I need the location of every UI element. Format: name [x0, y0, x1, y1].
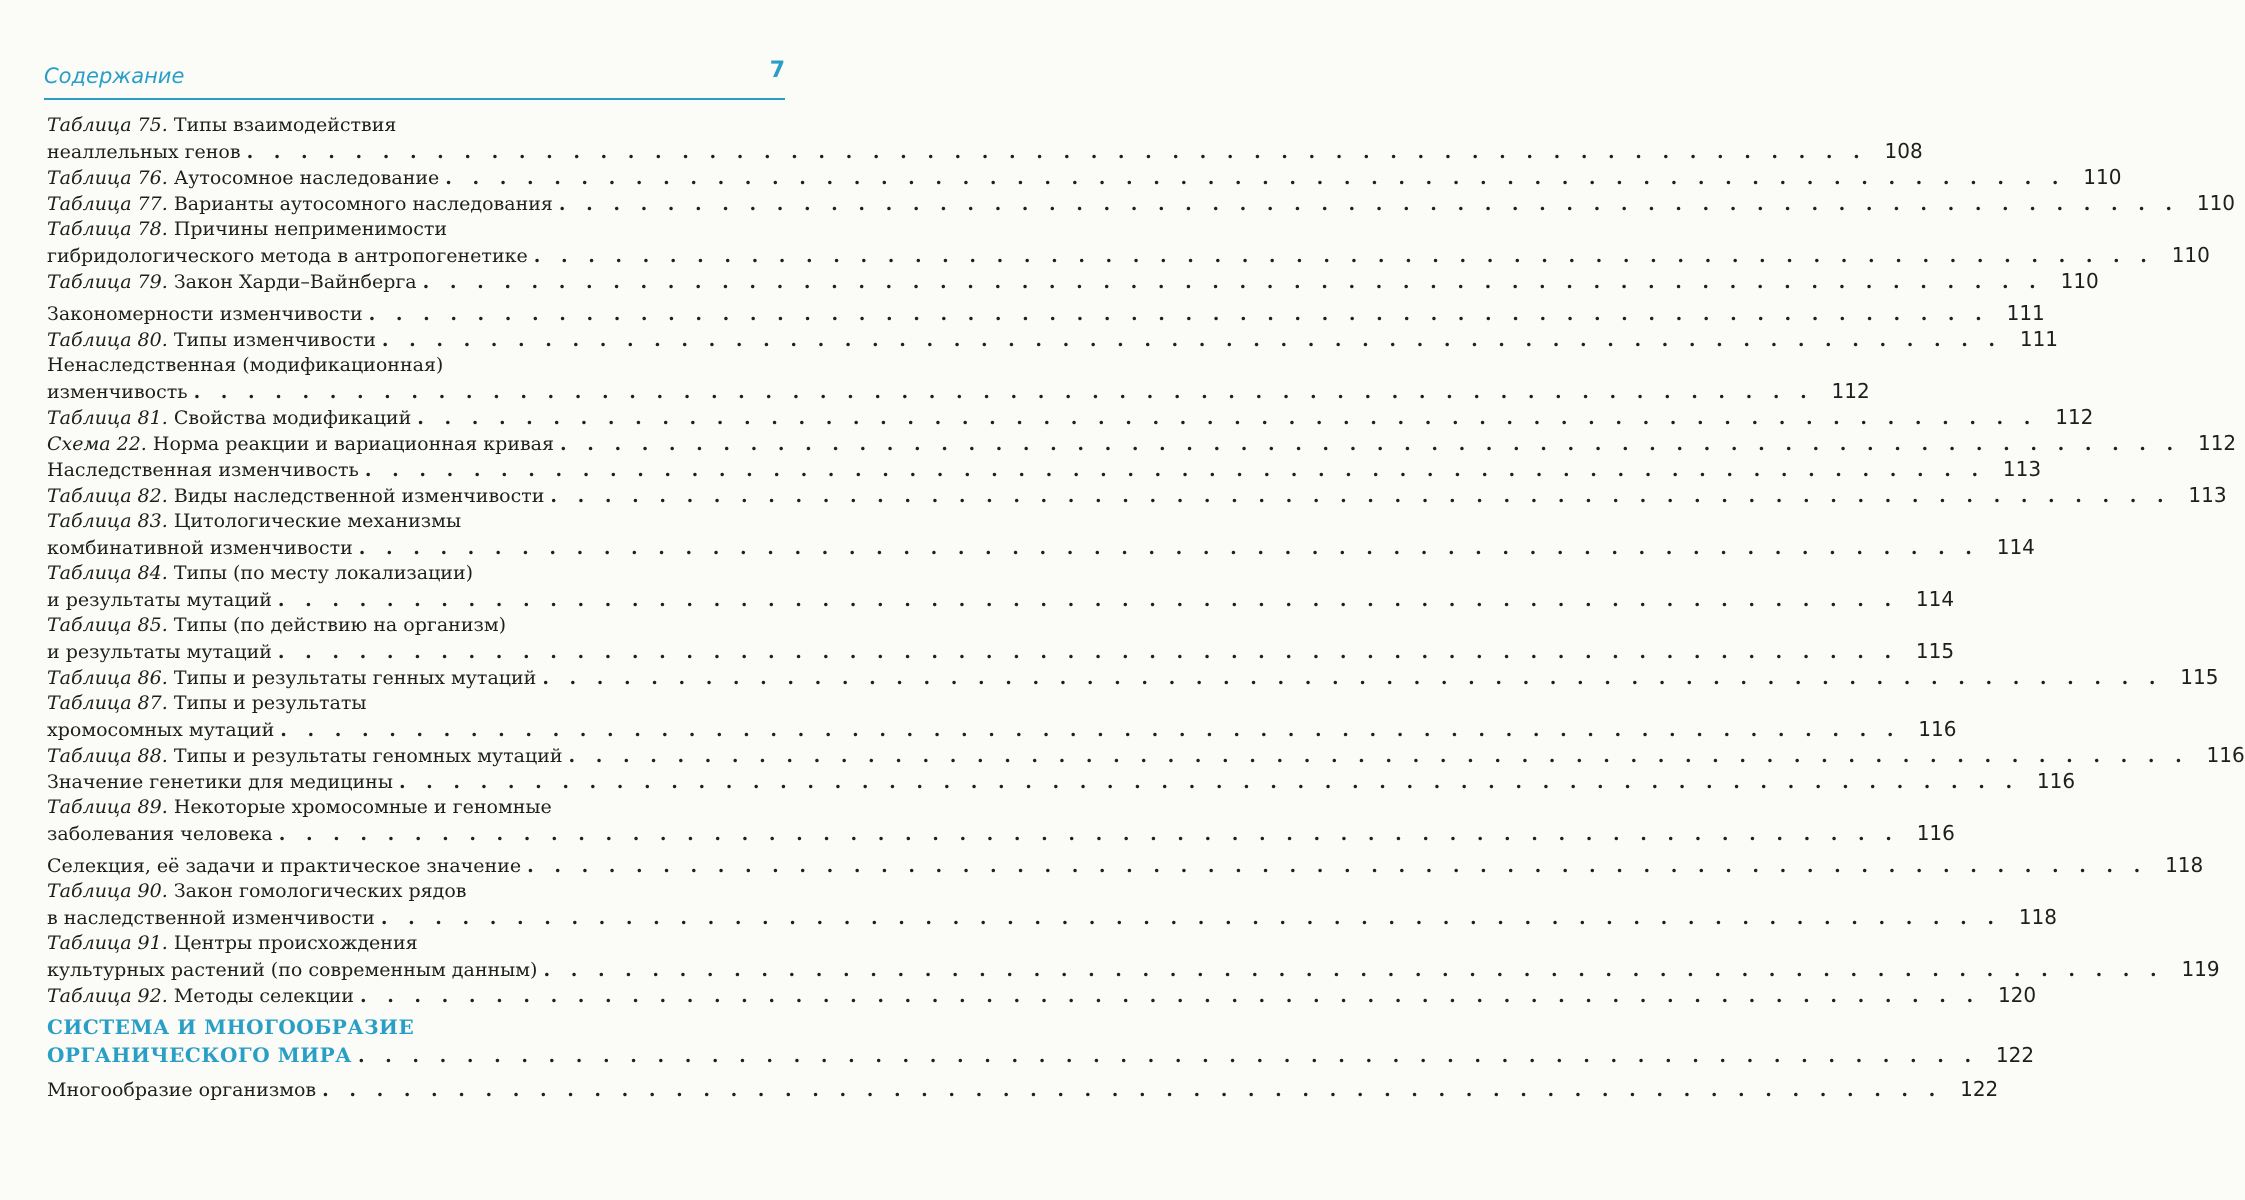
toc-page-number: 122 — [1960, 1077, 1999, 1101]
toc-entry-label: Таблица 92. — [47, 985, 168, 1007]
toc-entry[interactable] — [47, 690, 1957, 742]
toc-entry-title: Многообразие организмов — [47, 1079, 317, 1101]
toc-entry[interactable] — [47, 508, 2035, 560]
dot-leader: . . . . . . . . . . . . . . . . . . . . . . . . . . . . . . . . . . . . . . . . . . . . . . . . . . . . . . . . . . . . — [359, 985, 1981, 1007]
toc-entry-title: Типы (по действию на организм) — [173, 614, 507, 636]
toc-line-text — [47, 878, 466, 904]
toc-line-text — [47, 560, 473, 586]
toc-entry-title: в наследственной изменчивости — [47, 907, 375, 929]
toc-line — [47, 534, 2035, 560]
toc-line — [47, 930, 785, 956]
toc-page-number: 110 — [2196, 191, 2236, 215]
toc-entry-title: Типы и результаты геномных мутаций — [173, 745, 563, 767]
toc-line — [47, 586, 1955, 612]
toc-entry-title: Типы и результаты генных мутаций — [173, 667, 537, 689]
toc-line-text — [47, 165, 439, 191]
toc-line — [47, 716, 1957, 742]
toc-entry-title: Ненаследственная (модификационная) — [47, 354, 444, 376]
dot-leader: . . . . . . . . . . . . . . . . . . . . . . . . . . . . . . . . . . . . . . . . . . . . . . . . . . . . . . . . . . . . — [357, 1045, 1979, 1067]
toc-entry-title: Типы и результаты — [173, 692, 367, 714]
toc-page-number: 114 — [1915, 587, 1955, 611]
toc-entry[interactable] — [47, 664, 2219, 690]
toc-line — [47, 794, 785, 820]
toc-line-text — [47, 1014, 414, 1040]
toc-entry-title: Методы селекции — [173, 985, 354, 1007]
toc-page-number: 120 — [1997, 983, 2037, 1007]
toc-entry-label: Таблица 87. — [47, 692, 168, 714]
toc-entry[interactable] — [47, 112, 1923, 164]
toc-line-text — [47, 639, 272, 665]
toc-page-number: 116 — [2206, 743, 2245, 767]
dot-leader: . . . . . . . . . . . . . . . . . . . . . . . . . . . . . . . . . . . . . . . . . . . . . . . . . . . . . . . . . . . . — [558, 193, 2180, 215]
toc-entry-label: Таблица 86. — [47, 667, 168, 689]
toc-line-text — [47, 269, 417, 295]
toc-entry[interactable] — [47, 326, 2059, 352]
toc-line-text — [47, 112, 396, 138]
toc-entry[interactable] — [47, 930, 2220, 982]
toc-line-text — [47, 743, 563, 769]
dot-leader: . . . . . . . . . . . . . . . . . . . . . . . . . . . . . . . . . . . . . . . . . . . . . . . . . . . . . . . . . . . . — [246, 141, 1867, 163]
dot-leader: . . . . . . . . . . . . . . . . . . . . . . . . . . . . . . . . . . . . . . . . . . . . . . . . . . . . . . . . . . . . — [417, 407, 2038, 429]
toc-entry[interactable] — [47, 982, 2037, 1008]
dot-leader: . . . . . . . . . . . . . . . . . . . . . . . . . . . . . . . . . . . . . . . . . . . . . . . . . . . . . . . . . . . . — [277, 641, 1899, 663]
toc-line — [47, 1076, 1999, 1102]
toc-line-text — [47, 769, 393, 795]
toc-page-number: 110 — [2083, 165, 2122, 189]
toc-entry[interactable] — [47, 352, 1870, 404]
toc-line-text — [47, 301, 363, 327]
toc-line — [47, 560, 785, 586]
dot-leader: . . . . . . . . . . . . . . . . . . . . . . . . . . . . . . . . . . . . . . . . . . . . . . . . . . . . . . . . . . . . — [277, 589, 1899, 611]
toc-entry[interactable] — [47, 560, 1955, 612]
dot-leader: . . . . . . . . . . . . . . . . . . . . . . . . . . . . . . . . . . . . . . . . . . . . . . . . . . . . . . . . . . . . — [193, 381, 1814, 403]
toc-entry-title: заболевания человека — [47, 823, 273, 845]
toc-entry-title: Закон гомологических рядов — [173, 880, 467, 902]
toc-entry[interactable] — [47, 164, 2122, 190]
toc-page-number: 118 — [2165, 853, 2204, 877]
toc-section-entry[interactable] — [47, 300, 2045, 326]
toc-entry[interactable] — [47, 878, 2057, 930]
toc-line — [47, 820, 1955, 846]
toc-entry[interactable] — [47, 768, 2076, 794]
toc-entry[interactable] — [47, 268, 2099, 294]
toc-line — [47, 112, 785, 138]
toc-entry-title: Норма реакции и вариационная кривая — [152, 433, 554, 455]
toc-page-number: 113 — [2002, 457, 2042, 481]
page-number: 7 — [769, 58, 785, 83]
toc-page-number: 111 — [2019, 327, 2059, 351]
toc-entry[interactable] — [47, 456, 2042, 482]
toc-line — [47, 664, 2219, 690]
toc-entry[interactable] — [47, 612, 1955, 664]
toc-line-text — [47, 794, 552, 820]
toc-entry-title: Варианты аутосомного наследования — [173, 193, 553, 215]
dot-leader: . . . . . . . . . . . . . . . . . . . . . . . . . . . . . . . . . . . . . . . . . . . . . . . . . . . . . . . . . . . . — [381, 329, 2003, 351]
toc-entry-title: Аутосомное наследование — [173, 167, 440, 189]
toc-line-text — [47, 535, 353, 561]
toc-line-text — [47, 717, 274, 743]
toc-line — [47, 612, 785, 638]
toc-entry-title: Причины неприменимости — [173, 218, 448, 240]
toc-line-text — [47, 431, 554, 457]
dot-leader: . . . . . . . . . . . . . . . . . . . . . . . . . . . . . . . . . . . . . . . . . . . . . . . . . . . . . . . . . . . . — [280, 719, 1901, 741]
dot-leader: . . . . . . . . . . . . . . . . . . . . . . . . . . . . . . . . . . . . . . . . . . . . . . . . . . . . . . . . . . . . — [380, 907, 2001, 929]
toc-line — [47, 690, 785, 716]
toc-page-number: 118 — [2018, 905, 2057, 929]
toc-line — [47, 1042, 2035, 1070]
dot-leader: . . . . . . . . . . . . . . . . . . . . . . . . . . . . . . . . . . . . . . . . . . . . . . . . . . . . . . . . . . . . — [533, 245, 2154, 267]
toc-line-text — [47, 690, 367, 716]
toc-page-number: 110 — [2060, 269, 2099, 293]
toc-page-number: 112 — [2197, 431, 2237, 455]
toc-page-number: 119 — [2181, 957, 2220, 981]
toc-entry-label: Таблица 80. — [47, 329, 168, 351]
dot-leader: . . . . . . . . . . . . . . . . . . . . . . . . . . . . . . . . . . . . . . . . . . . . . . . . . . . . . . . . . . . . — [368, 303, 1989, 325]
toc-entry-title: СИСТЕМА И МНОГООБРАЗИЕ — [47, 1015, 415, 1039]
toc-line-text — [47, 508, 461, 534]
dot-leader: . . . . . . . . . . . . . . . . . . . . . . . . . . . . . . . . . . . . . . . . . . . . . . . . . . . . . . . . . . . . — [398, 771, 2020, 793]
toc-line — [47, 378, 1870, 404]
toc-page-number: 112 — [1831, 379, 1870, 403]
toc-entry-title: неаллельных генов — [47, 141, 241, 163]
toc-line — [47, 852, 2204, 878]
toc-section-entry[interactable] — [47, 852, 2204, 878]
toc-line — [47, 242, 2210, 268]
toc-entry-label: Таблица 77. — [47, 193, 168, 215]
toc-line-text — [47, 853, 521, 879]
toc-line — [47, 742, 2245, 768]
toc-line-text — [47, 352, 443, 378]
toc-line — [47, 482, 2227, 508]
toc-line — [47, 138, 1923, 164]
toc-entry[interactable] — [47, 482, 2227, 508]
toc-entry-title: Значение генетики для медицины — [47, 771, 393, 793]
dot-leader: . . . . . . . . . . . . . . . . . . . . . . . . . . . . . . . . . . . . . . . . . . . . . . . . . . . . . . . . . . . . — [568, 745, 2189, 767]
toc-line — [47, 1014, 785, 1042]
toc-entry-title: Закономерности изменчивости — [47, 303, 363, 325]
toc-entry-title: и результаты мутаций — [47, 589, 272, 611]
toc-entry-title: культурных растений (по современным данным) — [47, 959, 538, 981]
toc-entry-label: Таблица 90. — [47, 880, 168, 902]
toc-page-number: 111 — [2006, 301, 2045, 325]
toc-entry-title: хромосомных мутаций — [47, 719, 275, 741]
toc-entry-title: гибридологического метода в антропогенетике — [47, 245, 528, 267]
toc-entry-label: Таблица 82. — [47, 485, 168, 507]
toc-entry-label: Таблица 76. — [47, 167, 168, 189]
toc-line-text — [47, 379, 188, 405]
toc-page-number: 116 — [1918, 717, 1957, 741]
dot-leader: . . . . . . . . . . . . . . . . . . . . . . . . . . . . . . . . . . . . . . . . . . . . . . . . . . . . . . . . . . . . — [543, 959, 2164, 981]
dot-leader: . . . . . . . . . . . . . . . . . . . . . . . . . . . . . . . . . . . . . . . . . . . . . . . . . . . . . . . . . . . . — [278, 823, 1899, 845]
toc-line — [47, 904, 2057, 930]
toc-line — [47, 164, 2122, 190]
toc-line-text — [47, 930, 418, 956]
dot-leader: . . . . . . . . . . . . . . . . . . . . . . . . . . . . . . . . . . . . . . . . . . . . . . . . . . . . . . . . . . . . — [560, 433, 2181, 455]
toc-page-number: 116 — [1916, 821, 1955, 845]
toc-page-number: 114 — [1996, 535, 2035, 559]
toc-entry-title: Виды наследственной изменчивости — [173, 485, 545, 507]
toc-page-number: 108 — [1884, 139, 1923, 163]
toc-line-text — [47, 327, 376, 353]
toc-line-text — [47, 483, 544, 509]
dot-leader: . . . . . . . . . . . . . . . . . . . . . . . . . . . . . . . . . . . . . . . . . . . . . . . . . . . . . . . . . . . . — [550, 485, 2171, 507]
toc-entry[interactable] — [47, 794, 1955, 846]
toc-line-text — [47, 139, 241, 165]
toc-line-text — [47, 405, 411, 431]
dot-leader: . . . . . . . . . . . . . . . . . . . . . . . . . . . . . . . . . . . . . . . . . . . . . . . . . . . . . . . . . . . . — [322, 1079, 1943, 1101]
toc-entry-title: Типы взаимодействия — [173, 114, 397, 136]
toc-entry-title: Цитологические механизмы — [173, 510, 462, 532]
toc-entry-label: Таблица 75. — [47, 114, 168, 136]
toc-line — [47, 300, 2045, 326]
toc-section-entry[interactable] — [47, 1076, 1999, 1102]
toc-line-text — [47, 983, 354, 1009]
toc-entry-label: Таблица 79. — [47, 271, 168, 293]
toc-line-text — [47, 1077, 316, 1103]
toc-line-text — [47, 905, 375, 931]
toc-entry-title: Центры происхождения — [173, 932, 418, 954]
toc-entry[interactable] — [47, 404, 2094, 430]
toc-entry-title: Типы (по месту локализации) — [173, 562, 474, 584]
toc-page-number: 110 — [2171, 243, 2210, 267]
toc-entry-title: Закон Харди–Вайнберга — [173, 271, 417, 293]
toc-page-number: 116 — [2036, 769, 2076, 793]
dot-leader: . . . . . . . . . . . . . . . . . . . . . . . . . . . . . . . . . . . . . . . . . . . . . . . . . . . . . . . . . . . . — [358, 537, 1979, 559]
toc-page-number: 112 — [2055, 405, 2094, 429]
toc-line — [47, 190, 2236, 216]
toc-page-number: 115 — [1915, 639, 1955, 663]
dot-leader: . . . . . . . . . . . . . . . . . . . . . . . . . . . . . . . . . . . . . . . . . . . . . . . . . . . . . . . . . . . . — [422, 271, 2043, 293]
toc-line — [47, 768, 2076, 794]
toc-line-text — [47, 665, 536, 691]
toc-entry-label: Таблица 85. — [47, 614, 168, 636]
toc-line-text — [47, 587, 272, 613]
toc-line-text — [47, 957, 537, 983]
toc-entry[interactable] — [47, 216, 2210, 268]
toc-line-text — [47, 191, 553, 217]
toc-entry-label: Таблица 91. — [47, 932, 168, 954]
toc-entry-title: Наследственная изменчивость — [47, 459, 359, 481]
toc-entry-title: и результаты мутаций — [47, 641, 272, 663]
toc-line — [47, 352, 785, 378]
toc-line — [47, 878, 785, 904]
toc-line-text — [47, 821, 273, 847]
toc-entry-label: Таблица 81. — [47, 407, 168, 429]
toc-line — [47, 268, 2099, 294]
toc-line — [47, 638, 1955, 664]
toc-line — [47, 508, 785, 534]
toc-page-number: 115 — [2180, 665, 2219, 689]
toc-entry-title: Селекция, её задачи и практическое значение — [47, 855, 522, 877]
toc-entry-title: Типы изменчивости — [173, 329, 376, 351]
toc-entry[interactable] — [47, 190, 2236, 216]
toc-entry-title: изменчивость — [47, 381, 188, 403]
dot-leader: . . . . . . . . . . . . . . . . . . . . . . . . . . . . . . . . . . . . . . . . . . . . . . . . . . . . . . . . . . . . — [542, 667, 2163, 689]
toc-line-text — [47, 216, 447, 242]
toc-line — [47, 982, 2037, 1008]
toc-entry-label: Таблица 89. — [47, 796, 168, 818]
header-title: Содержание — [44, 64, 185, 88]
toc-entry-label: Таблица 88. — [47, 745, 168, 767]
toc-entry-title: комбинативной изменчивости — [47, 537, 353, 559]
running-header — [44, 60, 785, 100]
toc-line — [47, 404, 2094, 430]
toc-line — [47, 456, 2042, 482]
toc-entry[interactable] — [47, 742, 2245, 768]
toc-line-text — [47, 243, 528, 269]
toc-line — [47, 430, 2237, 456]
toc-line — [47, 326, 2059, 352]
dot-leader: . . . . . . . . . . . . . . . . . . . . . . . . . . . . . . . . . . . . . . . . . . . . . . . . . . . . . . . . . . . . — [364, 459, 1986, 481]
toc-entry-title: ОРГАНИЧЕСКОГО МИРА — [47, 1043, 352, 1067]
toc-entry-label: Таблица 84. — [47, 562, 168, 584]
toc-line-text — [47, 457, 359, 483]
toc-page-number: 122 — [1995, 1043, 2035, 1067]
dot-leader: . . . . . . . . . . . . . . . . . . . . . . . . . . . . . . . . . . . . . . . . . . . . . . . . . . . . . . . . . . . . — [527, 855, 2148, 877]
dot-leader: . . . . . . . . . . . . . . . . . . . . . . . . . . . . . . . . . . . . . . . . . . . . . . . . . . . . . . . . . . . . — [445, 167, 2066, 189]
toc-entry-title: Свойства модификаций — [173, 407, 412, 429]
toc-entry[interactable] — [47, 430, 2237, 456]
toc-entry-label: Схема 22. — [47, 433, 147, 455]
toc-entry-title: Некоторые хромосомные и геномные — [173, 796, 552, 818]
toc-line — [47, 216, 785, 242]
toc-line-text — [47, 612, 506, 638]
toc-entry-label: Таблица 78. — [47, 218, 168, 240]
toc-chapter-entry[interactable] — [47, 1014, 2035, 1070]
toc-page-number: 113 — [2188, 483, 2227, 507]
toc-line — [47, 956, 2220, 982]
toc-line-text — [47, 1042, 352, 1068]
toc-entry-label: Таблица 83. — [47, 510, 168, 532]
table-of-contents — [47, 112, 2245, 1102]
